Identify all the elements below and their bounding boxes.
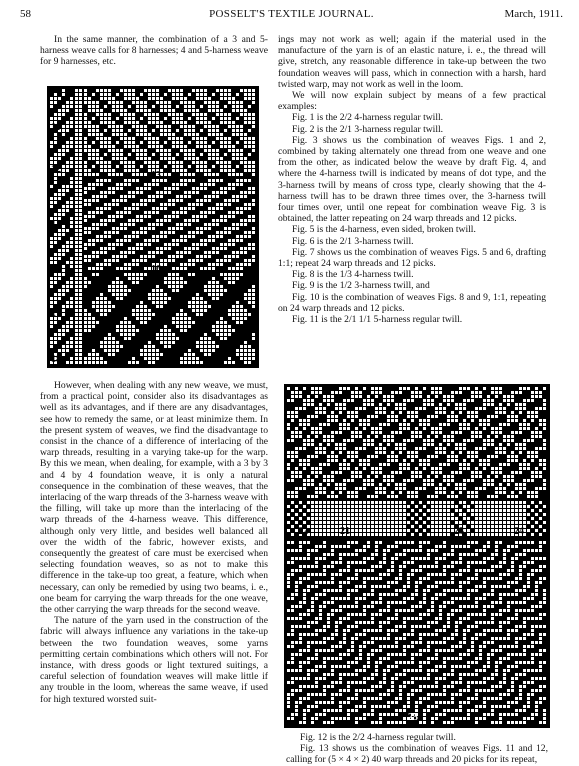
paragraph: Fig. 8 is the 1/3 4-harness twill. (292, 269, 414, 281)
paragraph: Fig. 11 is the 2/1 1/1 5-harness regular twill. (292, 314, 463, 326)
figure-label: 25 (408, 712, 418, 723)
weave-panel-top (286, 386, 548, 498)
paragraph: Fig. 2 is the 2/1 3-harness regular twill. (292, 123, 444, 135)
figure-label: 13 (151, 170, 161, 181)
weave-draft-band (286, 500, 548, 538)
figure-label: 14 (51, 220, 61, 231)
weave-panel-3 (83, 272, 257, 366)
weave-figure-right (284, 384, 550, 728)
paragraph: Fig. 12 is the 2/2 4-harness regular twill. (300, 732, 456, 743)
paragraph: Fig. 3 shows us the combination of weaves Figs. 1 and 2, combined by taking alternately one thread from one weave and one from the other, as indicated below the weave by draft Fig. 4, and where the 4-harness twill is indicated by means of dot type, and the 3-harness twill by means of cross type, clearly showing that the 4-harness twill has to be drawn three times over, the 3-harness twill four times over, until one repeat for combination weave Fig. 3 is obtained, the latter repeating on 24 warp threads and 12 picks. (278, 134, 546, 225)
left-top-text (40, 34, 268, 68)
weave-figure-left (47, 86, 259, 368)
weave-separator (74, 88, 82, 366)
page-number: 58 (20, 8, 31, 20)
figure-label: 23 (454, 526, 464, 537)
right-top-text (278, 34, 546, 325)
figure-label: 12 (51, 164, 61, 175)
paragraph: Fig. 7 shows us the combination of weaves Figs. 5 and 6, drafting 1:1; repeat 24 warp threads and 12 picks. (278, 246, 546, 270)
weave-figure-left-graphic (47, 86, 259, 368)
weave-panel-1 (83, 88, 257, 176)
page-header (20, 8, 563, 22)
figure-label: 16 (151, 264, 161, 275)
weave-figure-right-graphic (284, 384, 550, 728)
issue-date: March, 1911. (504, 8, 563, 20)
paragraph: Fig. 9 is the 1/2 3-harness twill, and (292, 280, 430, 292)
left-bottom-text (40, 380, 268, 705)
journal-title: POSSELT'S TEXTILE JOURNAL. (209, 8, 374, 20)
paragraph: Fig. 13 shows us the combination of weaves Figs. 11 and 12, calling for (5 × 4 × 2) 40 warp threads and 20 picks for its repeat, (286, 743, 548, 766)
paragraph: In the same manner, the combination of a 3 and 5-harness weave calls for 8 harnesses; 4 and 5-harness weave for 9 harnesses, etc. (40, 34, 268, 68)
paragraph: Fig. 6 is the 2/1 3-harness twill. (292, 235, 414, 247)
weave-panel-2 (83, 178, 257, 270)
figure-label: 17 (51, 308, 61, 319)
right-bottom-text (286, 732, 548, 766)
figure-label: 15 (51, 264, 61, 275)
paragraph: The nature of the yarn used in the construction of the fabric will always influence any variations in the take-up between the two foundation weaves, some yarns permitting certain combinations which others will not. For instance, with dress goods or light textured suitings, a careful selection of foundation weaves will make little if any trouble in the loom, whereas the same weave, if used for high textured worsted suit- (40, 615, 268, 705)
figure-label: 22 (298, 526, 308, 537)
figure-label: 18 (51, 354, 61, 365)
figure-label: 11 (51, 122, 61, 133)
figure-label: 24 (514, 526, 524, 537)
paragraph: We will now explain subject by means of a few practical examples: (278, 90, 546, 113)
paragraph: However, when dealing with any new weave, we must, from a practical point, consider also its disadvantages as well as its advantages, and if there are any disadvantages, see how to remedy the same, or at least minimize them. In the present system of weaves, we find the disadvantage to consist in the chance of a difference of interlacing of the warp threads, resulting in a varying take-up for the warp. By this we mean, when dealing, for example, with a 3 by 3 and 4 by 4 foundation weave, it is only a natural consequence in the combination of these weaves, that the interlacing of the warp threads of the 3-harness weave with the filling, will take up more than the interlacing of the warp threads of the 4-harness weave. This difference, although only very little, and besides well balanced all over the width of the fabric, however exists, and consequently the greatest of care must be exercised when selecting foundation weaves, so as not to make this difference in the take-up too great, a feature, which when necessary, can only be remedied by using two beams, i. e., one beam for carrying the warp threads for the one weave, the other carrying the warp threads for the second weave. (40, 380, 268, 616)
figure-label: 19 (167, 354, 177, 365)
weave-panel-bottom (286, 540, 548, 726)
paragraph: Fig. 10 is the combination of weaves Figs. 8 and 9, 1:1, repeating on 24 warp threads and 12 picks. (278, 291, 546, 314)
paragraph: Fig. 1 is the 2/2 4-harness regular twill. (292, 112, 444, 124)
figure-label: 21 (340, 526, 350, 537)
paragraph: ings may not work as well; again if the material used in the manufacture of the yarn is of an elastic nature, i. e., the thread will give, stretch, any reasonable difference in take-up between the two foundation weaves will pass, which in connection with a harsh, hard twisted warp, may not work as well in the loom. (278, 34, 546, 90)
paragraph: Fig. 5 is the 4-harness, even sided, broken twill. (292, 224, 476, 236)
